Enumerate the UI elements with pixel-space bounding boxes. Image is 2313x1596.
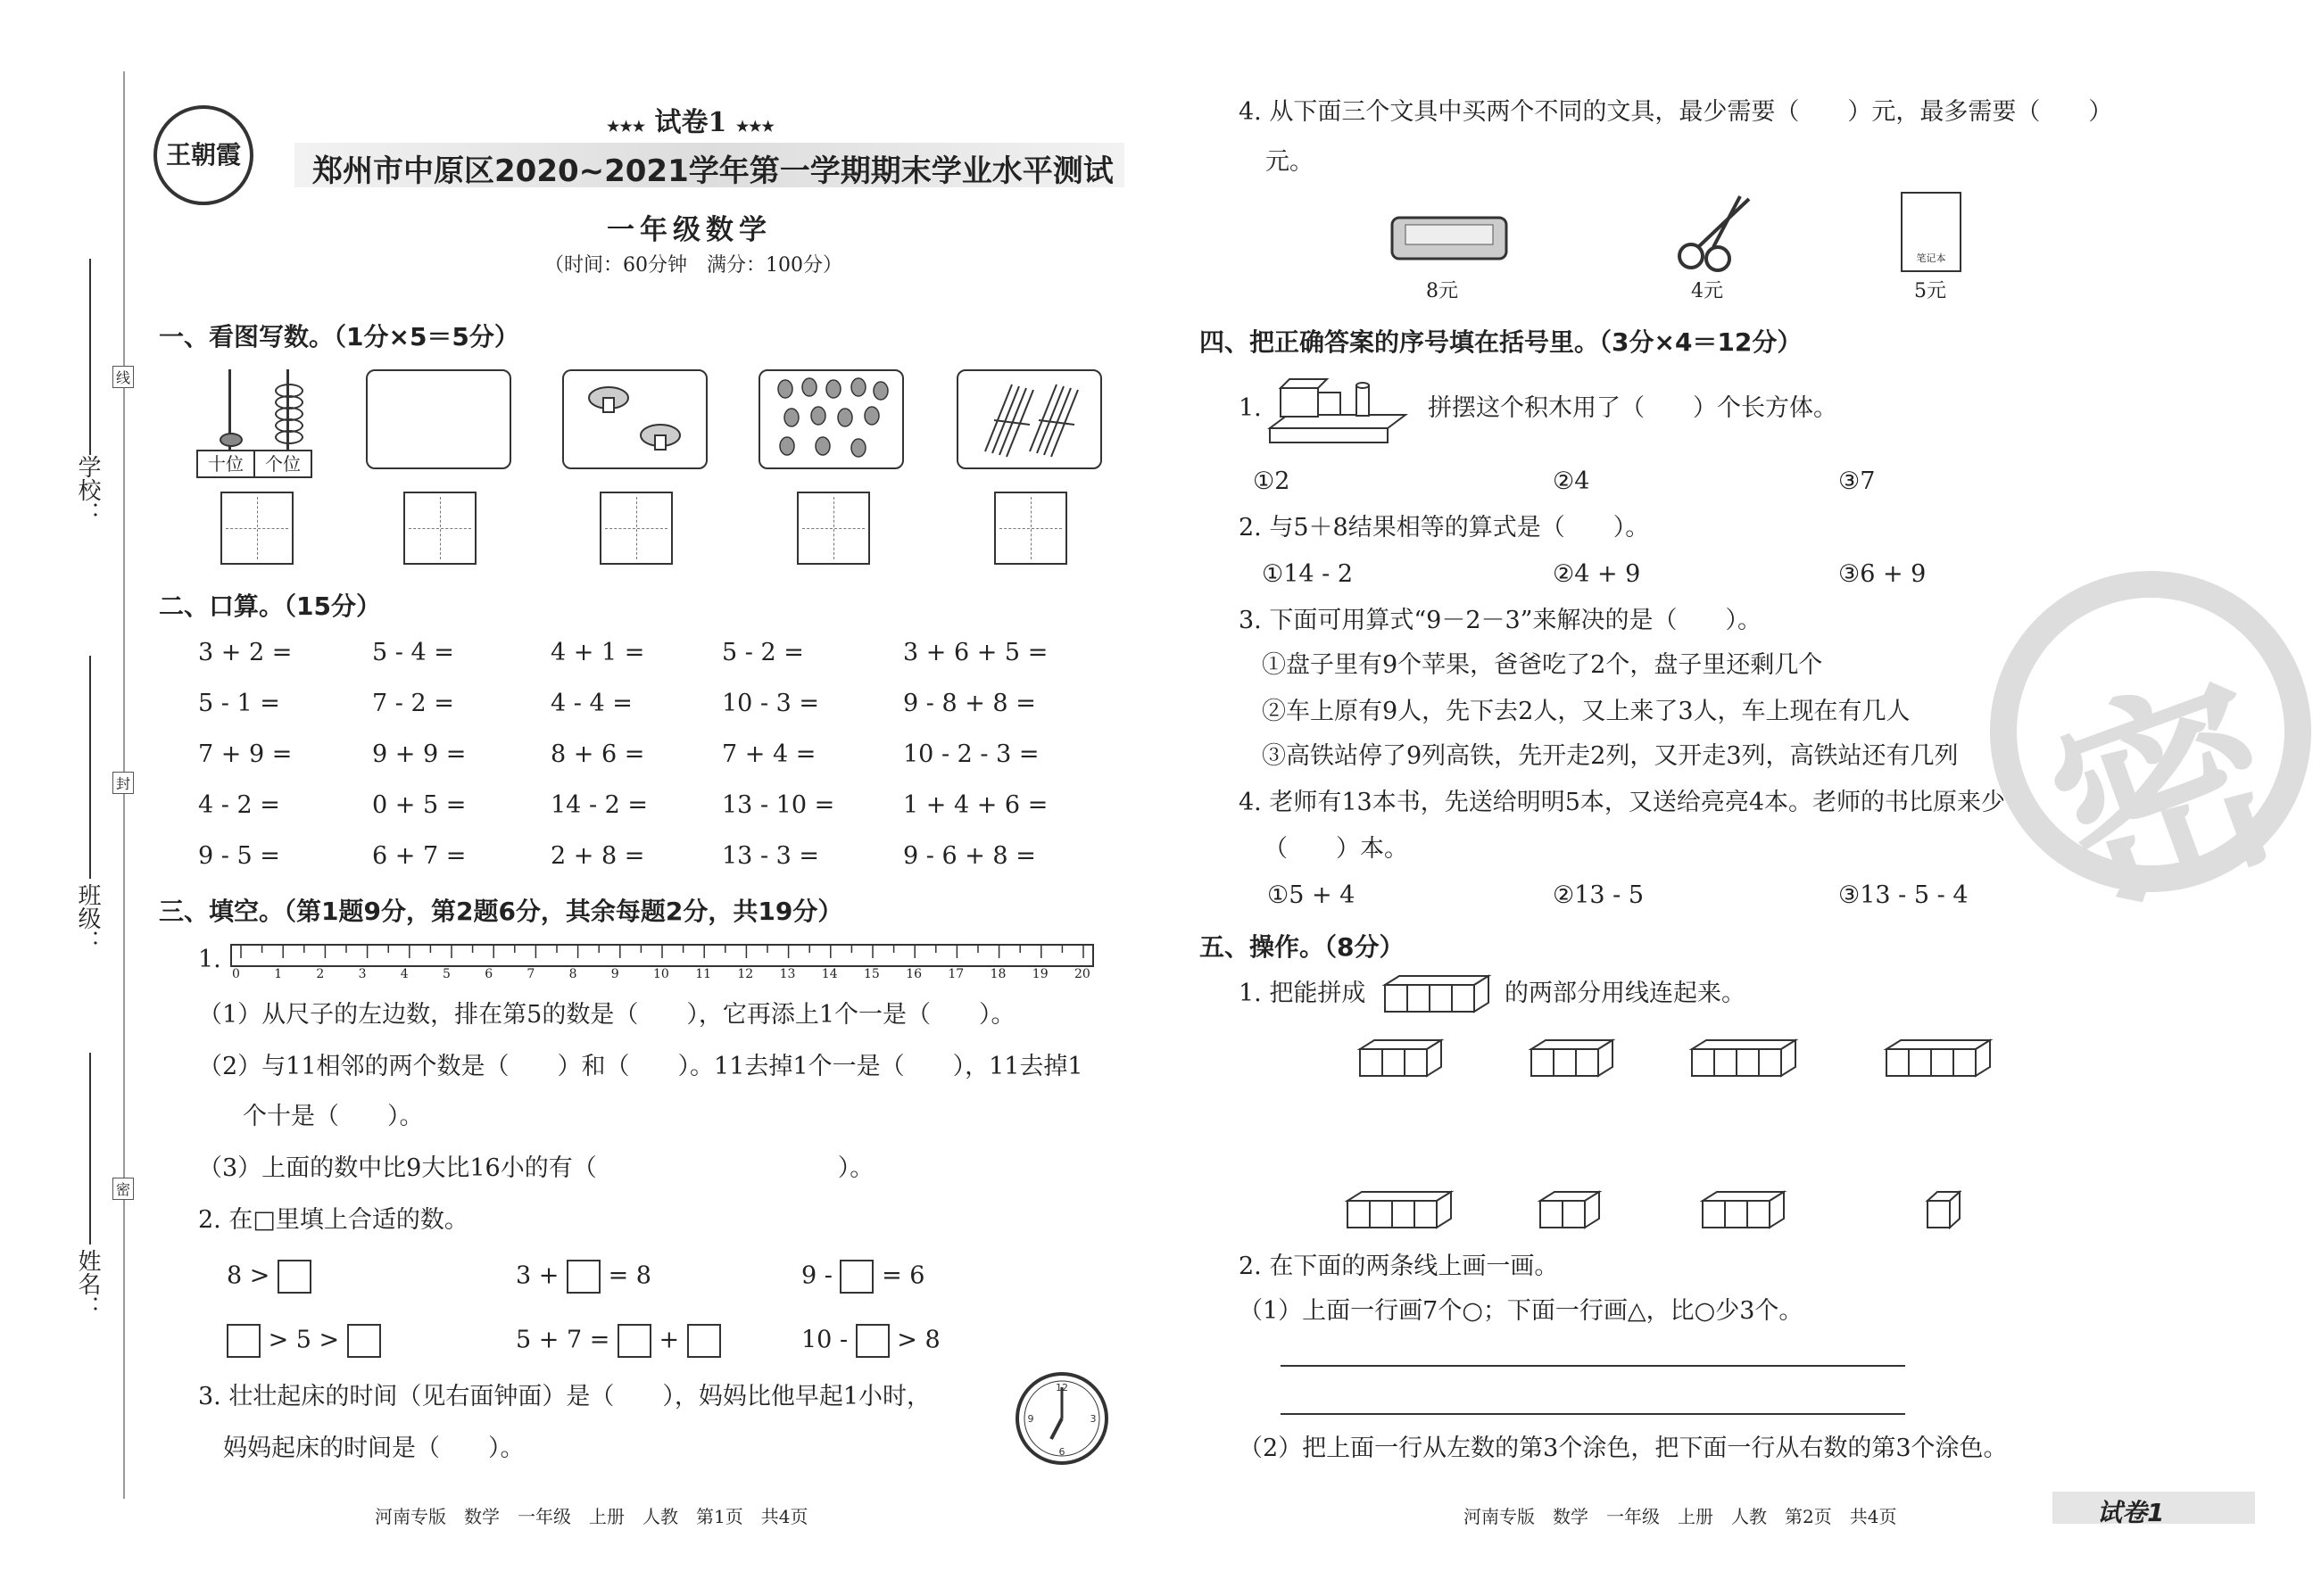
ruler-tick-label: 2 <box>316 967 325 981</box>
option[interactable]: ①5 + 4 <box>1267 881 1355 909</box>
ruler-tick-label: 11 <box>695 967 712 981</box>
math-item: 7 + 9 = <box>198 740 293 768</box>
target-cubes <box>1381 972 1497 1021</box>
q1-part3: （3）上面的数中比9大比16小的有（ ）。 <box>198 1154 875 1182</box>
ruler-tick-label: 16 <box>906 967 923 981</box>
op2-text: 2. 在下面的两条线上画一画。 <box>1239 1253 1559 1280</box>
scissors-icon <box>1669 192 1767 280</box>
clock-icon <box>1013 1369 1111 1471</box>
option[interactable]: ②13 - 5 <box>1553 881 1645 909</box>
cube-piece[interactable] <box>1356 1037 1455 1085</box>
option[interactable]: ③13 - 5 - 4 <box>1838 881 1969 909</box>
cube-piece[interactable] <box>1699 1188 1806 1236</box>
section5-heading: 五、操作。（8分） <box>1199 932 1405 962</box>
pencil-case-icon <box>1388 207 1513 273</box>
picture-sticks-bundles <box>957 369 1102 469</box>
q4-text: 4. 老师有13本书，先送给明明5本，又送给亮亮4本。老师的书比原来少了 <box>1239 789 2030 816</box>
picture-mushrooms <box>562 369 708 469</box>
op1-text-b: 的两部分用线连起来。 <box>1505 980 1745 1007</box>
time-info: （时间：60分钟 满分：100分） <box>544 254 842 277</box>
ruler-tick-label: 7 <box>526 967 535 981</box>
q2-text: 2. 在□里填上合适的数。 <box>198 1206 468 1234</box>
margin-mark-seal: 封 <box>112 772 134 794</box>
math-item: 6 + 7 = <box>372 842 467 870</box>
math-item: 9 - 6 + 8 = <box>903 842 1036 870</box>
answer-grid[interactable] <box>220 492 294 565</box>
math-item: 3 + 2 = <box>198 639 293 666</box>
math-item: 9 - 8 + 8 = <box>903 690 1036 717</box>
footer-tag: 试卷1 <box>2097 1498 2165 1527</box>
math-item: 13 - 10 = <box>722 791 835 819</box>
price-notebook: 5元 <box>1914 280 1946 302</box>
ruler-tick-label: 10 <box>653 967 669 981</box>
math-item: 4 - 2 = <box>198 791 280 819</box>
blocks-figure <box>1263 366 1419 454</box>
notebook-icon: 笔记本 <box>1901 192 1961 272</box>
math-item: 4 - 4 = <box>551 690 633 717</box>
math-item: 10 - 2 - 3 = <box>903 740 1040 768</box>
ruler-tick-label: 14 <box>821 967 838 981</box>
section1-heading: 一、看图写数。（1分×5＝5分） <box>159 322 519 351</box>
tens-label: 十位 <box>198 451 255 476</box>
ruler-tick-label: 3 <box>358 967 367 981</box>
price-pencil-case: 8元 <box>1426 280 1458 302</box>
answer-box[interactable] <box>856 1324 890 1358</box>
drawing-line-top[interactable] <box>1281 1365 1905 1367</box>
abacus <box>196 366 312 477</box>
margin-mark-secret: 密 <box>112 1178 134 1200</box>
answer-grid[interactable] <box>403 492 477 565</box>
math-item: 9 - 5 = <box>198 842 280 870</box>
cube-piece[interactable] <box>1537 1188 1617 1236</box>
ruler-tick-label: 6 <box>485 967 493 981</box>
math-row <box>198 690 1090 740</box>
svg-text:12: 12 <box>1056 1382 1068 1393</box>
ruler-tick-label: 17 <box>948 967 965 981</box>
ruler-tick-labels <box>230 967 1094 987</box>
answer-grid[interactable] <box>600 492 673 565</box>
ruler-tick-label: 20 <box>1074 967 1090 981</box>
q2-text: 2. 与5＋8结果相等的算式是（ ）。 <box>1239 514 1650 542</box>
brand-logo: 王朝霞 <box>153 105 253 205</box>
ruler-tick-label: 9 <box>610 967 619 981</box>
math-item: 2 + 8 = <box>551 842 645 870</box>
ruler-tick-label: 18 <box>990 967 1007 981</box>
mental-math-table <box>198 639 1090 893</box>
math-row <box>198 740 1090 791</box>
school-label: 学校： <box>74 455 101 525</box>
q1-number: 1. <box>1239 394 1262 422</box>
cube-piece[interactable] <box>1924 1188 1969 1236</box>
math-row <box>198 639 1090 690</box>
answer-grid[interactable] <box>994 492 1067 565</box>
cube-piece[interactable] <box>1883 1037 2008 1085</box>
option[interactable]: ②车上原有9人，先下去2人，又上来了3人，车上现在有几人 <box>1262 698 1911 725</box>
q3-text-a: 3. 壮壮起床的时间（见右面钟面）是（ ），妈妈比他早起1小时， <box>198 1383 932 1410</box>
section2-heading: 二、口算。（15分） <box>159 591 381 621</box>
option[interactable]: ③6 + 9 <box>1838 560 1927 588</box>
ruler-tick-label: 13 <box>779 967 796 981</box>
q1-part2: （2）与11相邻的两个数是（ ）和（ ）。11去掉1个一是（ ），11去掉1 <box>198 1053 1083 1080</box>
cube-piece[interactable] <box>1528 1037 1626 1085</box>
math-item: 7 - 2 = <box>372 690 454 717</box>
math-item: 8 + 6 = <box>551 740 645 768</box>
stationery-question-end: 元。 <box>1265 148 1314 176</box>
math-item: 4 + 1 = <box>551 639 645 666</box>
fill-eq-a: 8 > <box>227 1260 311 1294</box>
ruler-tick-label: 15 <box>864 967 880 981</box>
math-row <box>198 791 1090 842</box>
cube-piece[interactable] <box>1688 1037 1813 1085</box>
ruler-tick-label: 8 <box>568 967 577 981</box>
ruler-tick-label: 1 <box>274 967 283 981</box>
answer-grid[interactable] <box>797 492 870 565</box>
name-field[interactable] <box>89 1053 91 1245</box>
math-item: 5 - 2 = <box>722 639 804 666</box>
op1-text-a: 1. 把能拼成 <box>1239 980 1366 1007</box>
stationery-question: 4. 从下面三个文具中买两个不同的文具，最少需要（ ）元，最多需要（ ） <box>1239 98 2113 126</box>
cube-piece[interactable] <box>1344 1188 1469 1236</box>
ruler-tick-label: 19 <box>1032 967 1049 981</box>
margin-mark-line: 线 <box>112 366 134 388</box>
school-field[interactable] <box>89 259 91 455</box>
math-item: 10 - 3 = <box>722 690 820 717</box>
option[interactable]: ①2 <box>1253 467 1290 495</box>
paper-label: ★★★ 试卷1 ★★★ <box>607 107 775 138</box>
math-item: 1 + 4 + 6 = <box>903 791 1049 819</box>
drawing-line-bottom[interactable] <box>1281 1413 1905 1415</box>
secret-seal-char: 密 <box>2022 641 2309 950</box>
ruler-tick-label: 12 <box>737 967 754 981</box>
exam-title: 郑州市中原区2020~2021学年第一学期期末学业水平测试 <box>312 153 1114 189</box>
answer-box[interactable] <box>227 1324 261 1358</box>
fill-eq-f: 10 - > 8 <box>801 1324 941 1358</box>
option[interactable]: ③7 <box>1838 467 1876 495</box>
ruler-tick-label: 5 <box>443 967 451 981</box>
math-item: 0 + 5 = <box>372 791 467 819</box>
answer-box[interactable] <box>567 1260 601 1294</box>
q1-text: 拼摆这个积木用了（ ）个长方体。 <box>1428 394 1837 422</box>
class-label: 班级： <box>74 883 101 953</box>
ruler-tick-label: 4 <box>400 967 409 981</box>
section4-heading: 四、把正确答案的序号填在括号里。（3分×4＝12分） <box>1199 327 1803 357</box>
q1-part2b: 个十是（ ）。 <box>243 1103 424 1130</box>
name-label: 姓名： <box>74 1249 101 1319</box>
fill-eq-e: 5 + 7 = + <box>516 1324 721 1358</box>
ruler-tick-label: 0 <box>232 967 240 981</box>
ones-label: 个位 <box>265 453 301 475</box>
option[interactable]: ③高铁站停了9列高铁，先开走2列，又开走3列，高铁站还有几列 <box>1262 742 1959 770</box>
svg-text:9: 9 <box>1027 1413 1034 1425</box>
math-item: 5 - 1 = <box>198 690 280 717</box>
answer-box[interactable] <box>687 1324 721 1358</box>
option[interactable]: ①14 - 2 <box>1262 560 1354 588</box>
star-icon: ★★★ <box>607 118 646 135</box>
fill-eq-b: 3 + = 8 <box>516 1260 651 1294</box>
q3-text-b: 妈妈起床的时间是（ ）。 <box>223 1435 525 1462</box>
picture-empty-box <box>366 369 511 469</box>
class-field[interactable] <box>89 656 91 879</box>
ruler <box>230 944 1094 967</box>
answer-box[interactable] <box>278 1260 311 1294</box>
fill-eq-d: > 5 > <box>227 1324 381 1358</box>
math-item: 9 + 9 = <box>372 740 467 768</box>
math-item: 13 - 3 = <box>722 842 820 870</box>
star-icon: ★★★ <box>735 118 775 135</box>
svg-text:3: 3 <box>1090 1413 1097 1425</box>
svg-text:6: 6 <box>1058 1446 1065 1458</box>
op2-part1: （1）上面一行画7个○；下面一行画△，比○少3个。 <box>1239 1297 1803 1325</box>
op2-part2: （2）把上面一行从左数的第3个涂色，把下面一行从右数的第3个涂色。 <box>1239 1435 2008 1462</box>
option[interactable]: ②4 <box>1553 467 1590 495</box>
answer-box[interactable] <box>618 1324 651 1358</box>
footer-right: 河南专版 数学 一年级 上册 人教 第2页 共4页 <box>1463 1506 1897 1527</box>
option[interactable]: ②4 + 9 <box>1553 560 1641 588</box>
picture-strawberries <box>759 369 904 469</box>
fill-eq-c: 9 - = 6 <box>801 1260 924 1294</box>
q3-text: 3. 下面可用算式“9－2－3”来解决的是（ ）。 <box>1239 607 1762 634</box>
math-item: 5 - 4 = <box>372 639 454 666</box>
q4-text-end: （ ）本。 <box>1264 835 1408 863</box>
math-item: 3 + 6 + 5 = <box>903 639 1049 666</box>
answer-box[interactable] <box>347 1324 381 1358</box>
price-scissors: 4元 <box>1691 280 1723 302</box>
section3-heading: 三、填空。（第1题9分，第2题6分，其余每题2分，共19分） <box>159 897 843 926</box>
q1-part1: （1）从尺子的左边数，排在第5的数是（ ），它再添上1个一是（ ）。 <box>198 1001 1016 1029</box>
option[interactable]: ①盘子里有9个苹果，爸爸吃了2个，盘子里还剩几个 <box>1262 651 1823 679</box>
footer-left: 河南专版 数学 一年级 上册 人教 第1页 共4页 <box>375 1506 808 1527</box>
subject-title: 一年级数学 <box>607 214 772 246</box>
math-item: 14 - 2 = <box>551 791 649 819</box>
math-row <box>198 842 1090 893</box>
q1-label: 1. <box>198 946 221 973</box>
math-item: 7 + 4 = <box>722 740 817 768</box>
answer-box[interactable] <box>840 1260 874 1294</box>
